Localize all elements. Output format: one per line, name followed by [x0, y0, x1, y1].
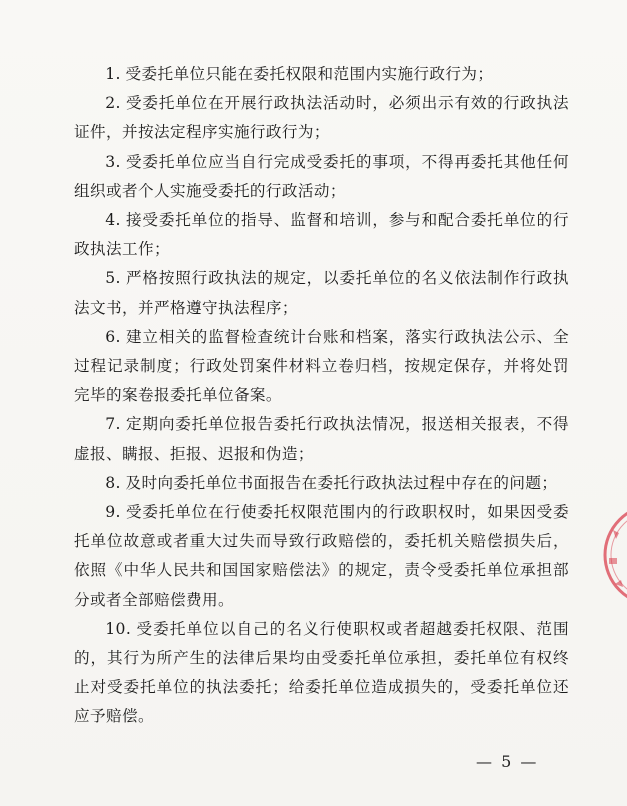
paragraph-text: 建立相关的监督检查统计台账和档案，落实行政执法公示、全过程记录制度；行政处罚案件材料立卷归档，按规定保存，并将处罚完毕的案卷报委托单位备案。 — [74, 327, 569, 405]
page-number: — 5 — — [476, 752, 539, 771]
paragraph-8 — [74, 469, 569, 498]
paragraph-number: 4. — [105, 211, 121, 230]
paragraph-text: 严格按照行政执法的规定，以委托单位的名义依法制作行政执法文书，并严格遵守执法程序； — [74, 269, 569, 317]
paragraph-text: 受委托单位在行使委托权限范围内的行政职权时，如果因受委托单位故意或者重大过失而导致行政赔偿的，委托机关赔偿损失后，依照《中华人民共和国国家赔偿法》的规定，责令受委托单位承担部分或者全部赔偿费用。 — [74, 503, 569, 609]
paragraph-5 — [74, 264, 569, 322]
paragraph-text: 受委托单位应当自行完成受委托的事项，不得再委托其他任何组织或者个人实施受委托的行政活动； — [74, 152, 569, 200]
paragraph-text: 受委托单位以自己的名义行使职权或者超越委托权限、范围的，其行为所产生的法律后果均由受委托单位承担，委托单位有权终止对受委托单位的执法委托；给委托单位造成损失的，受委托单位还应予赔偿。 — [74, 619, 569, 726]
official-seal-fragment — [595, 500, 627, 610]
document-body — [74, 60, 569, 732]
paragraph-2 — [74, 89, 569, 147]
paragraph-text: 接受委托单位的指导、监督和培训，参与和配合委托单位的行政执法工作； — [74, 211, 569, 259]
paragraph-number: 3. — [105, 152, 121, 171]
paragraph-7 — [74, 410, 569, 468]
paragraph-3 — [74, 148, 569, 206]
paragraph-number: 10. — [105, 619, 132, 638]
paragraph-text: 定期向委托单位报告委托行政执法情况，报送相关报表，不得虚报、瞒报、拒报、迟报和伪造； — [74, 415, 569, 463]
seal-icon — [595, 500, 627, 610]
paragraph-1 — [74, 60, 569, 89]
paragraph-text: 及时向委托单位书面报告在委托行政执法过程中存在的问题； — [125, 473, 558, 492]
paragraph-number: 8. — [105, 473, 121, 492]
paragraph-number: 1. — [105, 65, 121, 83]
paragraph-number: 7. — [105, 415, 121, 434]
paragraph-6 — [74, 323, 569, 411]
paragraph-number: 6. — [105, 327, 121, 346]
paragraph-text: 受委托单位只能在委托权限和范围内实施行政行为； — [125, 65, 494, 83]
paragraph-4 — [74, 206, 569, 264]
paragraph-10 — [74, 615, 569, 732]
paragraph-number: 9. — [105, 503, 121, 522]
paragraph-number: 5. — [105, 269, 121, 288]
paragraph-number: 2. — [105, 94, 121, 113]
paragraph-9 — [74, 498, 569, 615]
paragraph-text: 受委托单位在开展行政执法活动时，必须出示有效的行政执法证件，并按法定程序实施行政行为； — [74, 94, 569, 142]
